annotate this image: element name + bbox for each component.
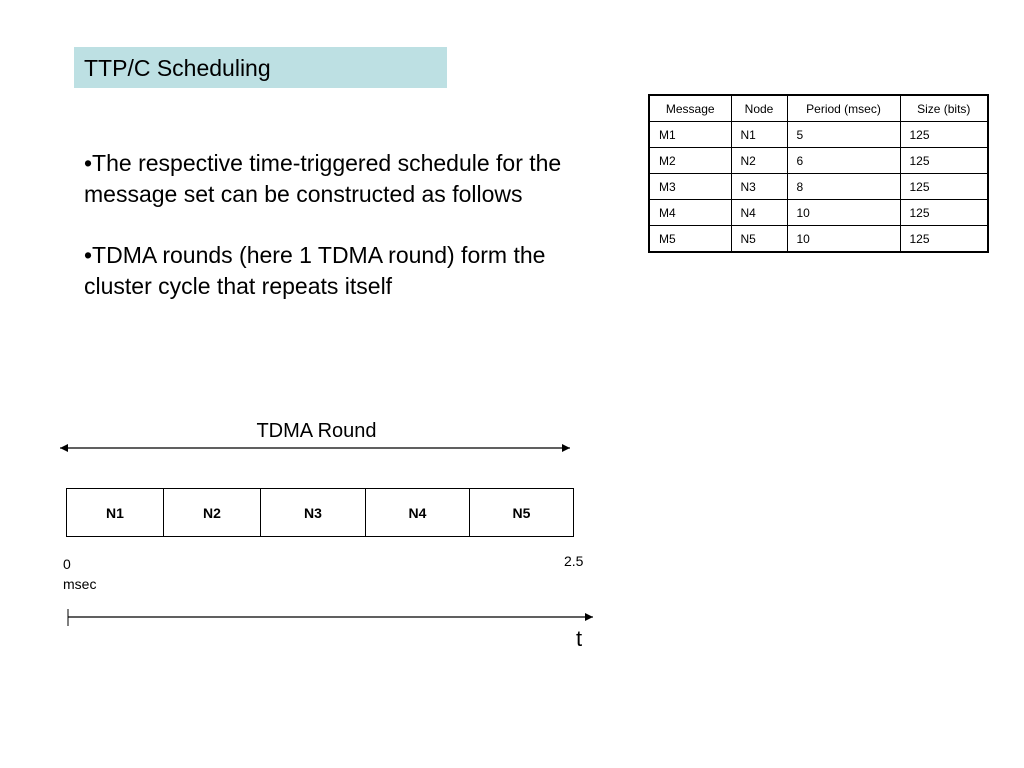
table-cell: N3 bbox=[731, 174, 787, 200]
tdma-round-label: TDMA Round bbox=[256, 420, 377, 442]
table-cell: 10 bbox=[787, 200, 900, 226]
table-cell: 125 bbox=[900, 174, 988, 200]
table-cell: 8 bbox=[787, 174, 900, 200]
table-cell: N2 bbox=[731, 148, 787, 174]
bullet-schedule: •The respective time-triggered schedule for the message set can be constructed as follows bbox=[84, 150, 562, 207]
header-message: Message bbox=[649, 95, 731, 122]
slot-n2: N2 bbox=[163, 489, 260, 536]
table-cell: 125 bbox=[900, 226, 988, 253]
table-cell: N5 bbox=[731, 226, 787, 253]
table-cell: N4 bbox=[731, 200, 787, 226]
slot-n3: N3 bbox=[260, 489, 365, 536]
table-cell: 125 bbox=[900, 122, 988, 148]
table-cell: M4 bbox=[649, 200, 731, 226]
start-time-label: 0 bbox=[63, 556, 71, 572]
table-cell: 125 bbox=[900, 200, 988, 226]
table-cell: 5 bbox=[787, 122, 900, 148]
time-unit-label: msec bbox=[63, 576, 97, 592]
bullet-tdma-rounds: •TDMA rounds (here 1 TDMA round) form the cluster cycle that repeats itself bbox=[84, 242, 546, 299]
slot-n4: N4 bbox=[365, 489, 469, 536]
table-cell: 6 bbox=[787, 148, 900, 174]
header-node: Node bbox=[731, 95, 787, 122]
table-cell: M1 bbox=[649, 122, 731, 148]
header-size: Size (bits) bbox=[900, 95, 988, 122]
table-cell: N1 bbox=[731, 122, 787, 148]
tdma-slot-row bbox=[66, 488, 574, 537]
slide-title: TTP/C Scheduling bbox=[74, 47, 447, 88]
slot-n1: N1 bbox=[106, 504, 124, 521]
table-cell: M5 bbox=[649, 226, 731, 253]
table-cell: 125 bbox=[900, 148, 988, 174]
time-axis-label: t bbox=[576, 626, 583, 651]
header-period: Period (msec) bbox=[787, 95, 900, 122]
slot-n5: N5 bbox=[469, 489, 573, 536]
end-time-label: 2.5 bbox=[564, 553, 584, 569]
table-cell: M3 bbox=[649, 174, 731, 200]
table-cell: M2 bbox=[649, 148, 731, 174]
table-cell: 10 bbox=[787, 226, 900, 253]
